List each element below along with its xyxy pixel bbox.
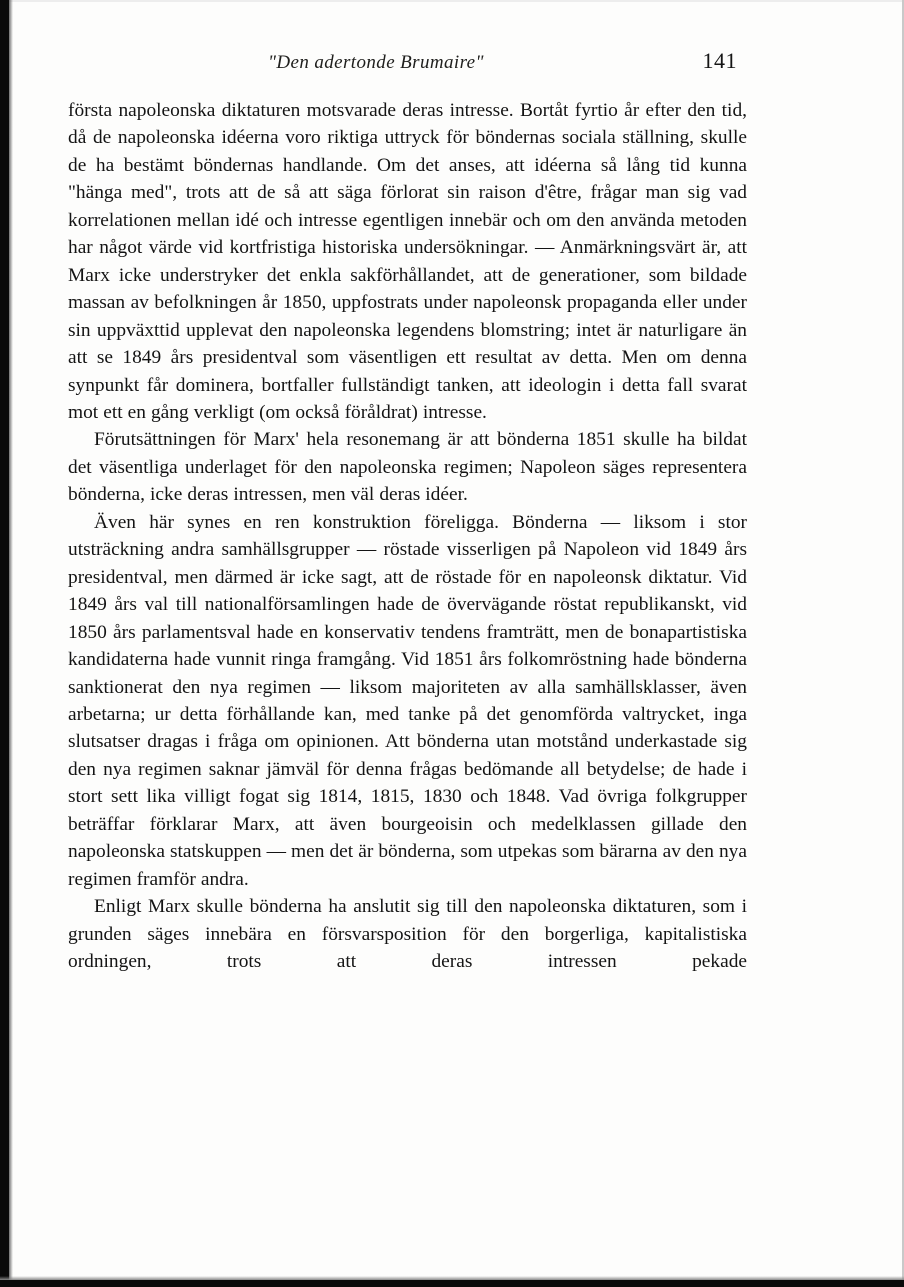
running-head xyxy=(68,48,745,80)
scan-edge-bottom xyxy=(0,1280,904,1287)
paragraph: Enligt Marx skulle bönderna ha anslutit sig till den napoleonska diktaturen, som i grunden säges innebära en försvarsposition för den borgerliga, kapitalistiska ordningen, trots att deras intressen pekade xyxy=(68,896,747,973)
body-text-block xyxy=(68,97,747,1003)
scan-edge-left xyxy=(0,0,9,1287)
scan-edge-top xyxy=(0,0,904,2)
page-number: 141 xyxy=(702,48,737,73)
paragraph: första napoleonska diktaturen motsvarade deras intresse. Bortåt fyrtio år efter den tid, då de napoleonska idéerna voro riktiga uttryck för böndernas sociala ställning, skulle de ha bestämt böndernas handlande. Om det anses, att idéerna så lång tid kunna "hänga med", trots att de så att säga förlorat sin raison d'être, frågar man sig vad korrelationen mellan idé och intresse egentligen innebär och om den använda metoden har något värde vid kortfristiga historiska undersökningar. — Anmärkningsvärt är, att Marx icke understryker det enkla sakförhållandet, att de generationer, som bildade massan av befolkningen år 1850, uppfostrats under napoleonsk propaganda eller under sin uppväxttid upplevat den napoleonska legendens blomstring; intet är naturligare än att se 1849 års presidentval som väsentligen ett resultat av detta. Men om denna synpunkt får dominera, bortfaller fullständigt tanken, att ideologin i detta fall svarat mot ett en gång verkligt (om också föråldrat) intresse. xyxy=(68,100,747,423)
paragraph: Även här synes en ren konstruktion föreligga. Bönderna — liksom i stor utsträckning andra samhällsgrupper — röstade visserligen på Napoleon vid 1849 års presidentval, men därmed är icke sagt, att de röstade för en napoleonsk diktatur. Vid 1849 års val till nationalförsamlingen hade de övervägande röstat republikanskt, vid 1850 års parlamentsval hade en konservativ tendens framträtt, men de bonapartistiska kandidaterna hade vunnit ringa framgång. Vid 1851 års folkomröstning hade bönderna sanktionerat den nya regimen — liksom majoriteten av alla samhällsklasser, även arbetarna; ur detta förhållande kan, med tanke på det genomförda valtrycket, inga slutsatser dragas i fråga om opinionen. Att bönderna utan motstånd underkastade sig den nya regimen saknar jämväl för denna frågas bedömande all betydelse; de hade i stort sett lika villigt fogat sig 1814, 1815, 1830 och 1848. Vad övriga folkgrupper beträffar förklarar Marx, att även bourgeoisin och medelklassen gillade den napoleonska statskuppen — men det är bönderna, som utpekas som bärarna av den nya regimen framför andra. xyxy=(68,511,747,890)
running-head-title: "Den adertonde Brumaire" xyxy=(268,52,484,73)
paragraph: Förutsättningen för Marx' hela resonemang är att bönderna 1851 skulle ha bildat det väsentliga underlaget för den napoleonska regimen; Napoleon säges representera bönderna, icke deras intressen, men väl deras idéer. xyxy=(68,429,747,506)
scan-edge-left-gradient xyxy=(9,0,13,1287)
